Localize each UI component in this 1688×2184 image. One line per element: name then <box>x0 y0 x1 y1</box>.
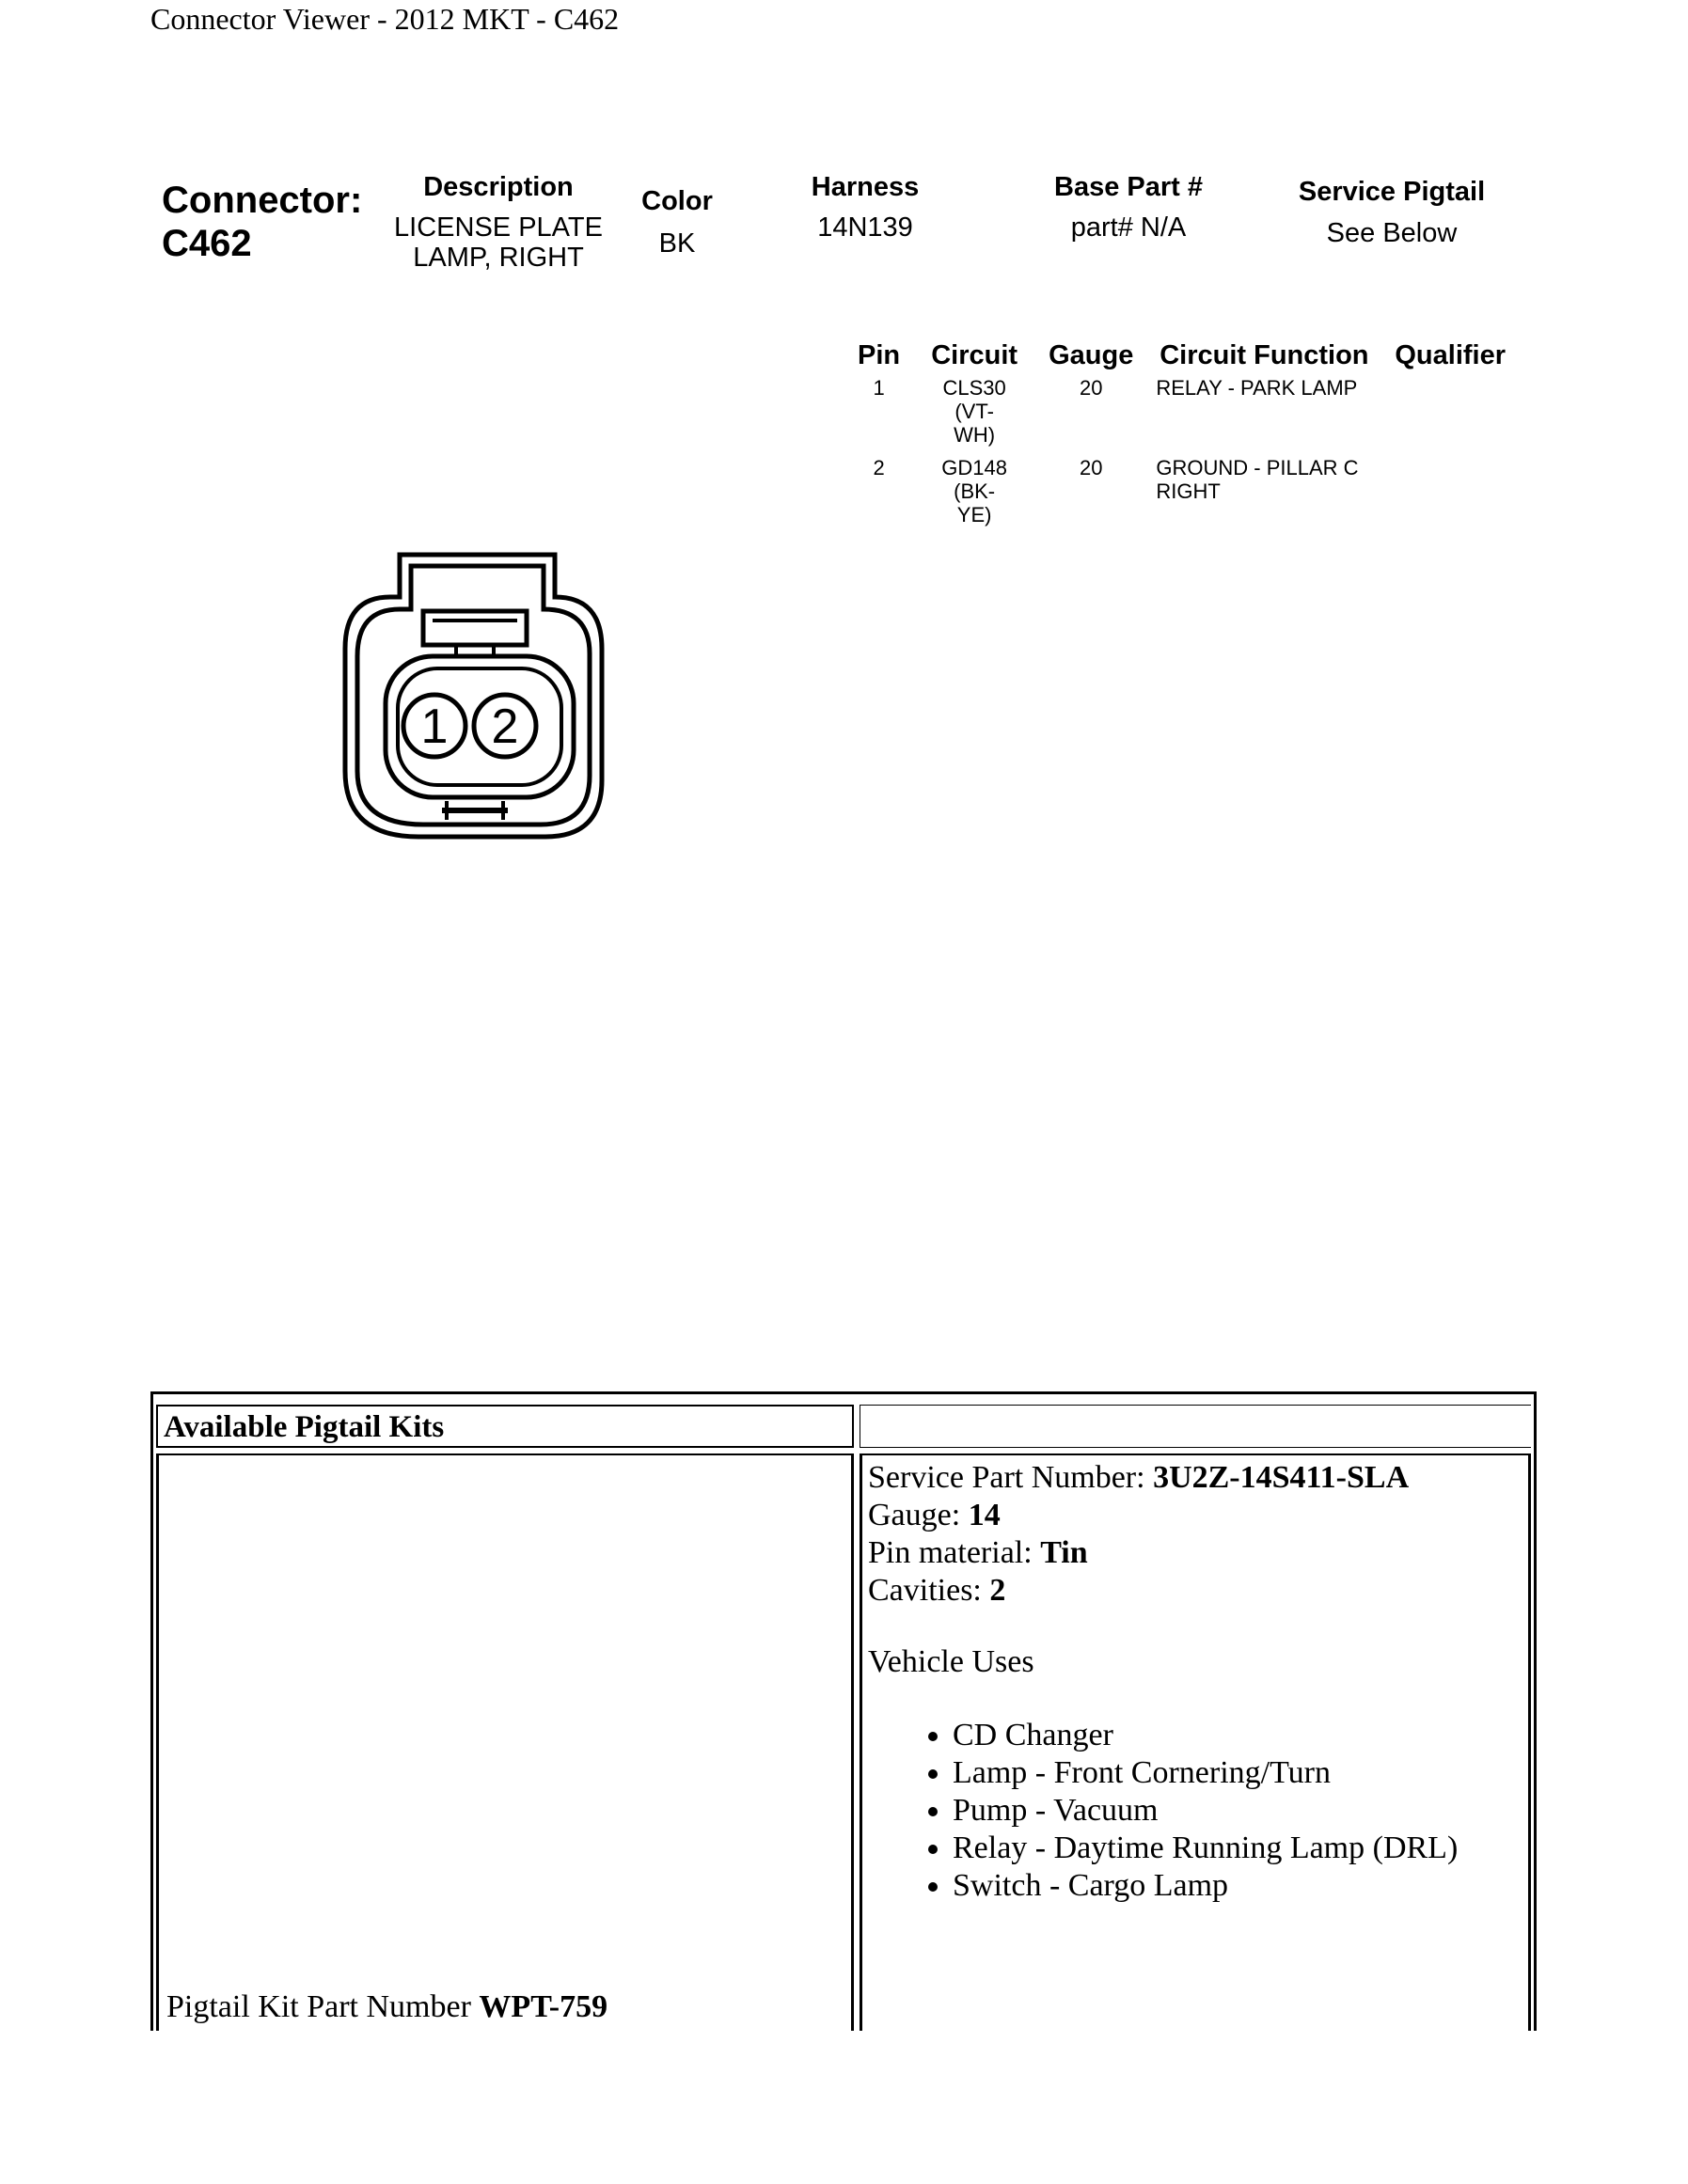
list-item: • Pump - Vacuum <box>953 1792 1517 1830</box>
circuit-cell <box>911 374 1037 454</box>
service-pigtail-value: See Below <box>1326 218 1458 248</box>
circuit-line: YE) <box>956 503 992 526</box>
service-part-value: 3U2Z-14S411-SLA <box>1153 1460 1410 1495</box>
qualifier-column-header: Qualifier <box>1395 339 1507 370</box>
gauge-spec <box>868 1497 1517 1534</box>
table-row <box>846 374 1517 454</box>
connector-label <box>162 179 362 265</box>
page-title: Connector Viewer - 2012 MKT - C462 <box>150 2 620 36</box>
pin-table <box>846 337 1517 534</box>
pin-number: 2 <box>873 456 885 479</box>
pin-table-header-row <box>846 337 1517 374</box>
vehicle-uses-title: Vehicle Uses <box>868 1644 1034 1679</box>
connector-latch <box>423 611 527 645</box>
base-part-header: Base Part # <box>1054 172 1203 202</box>
circuit-column-header: Circuit <box>931 339 1018 370</box>
gauge-cell: 20 <box>1080 376 1103 400</box>
gauge-cell: 20 <box>1080 456 1103 479</box>
circuit-line: WH) <box>954 423 996 447</box>
description-line: LICENSE PLATE <box>394 212 603 243</box>
circuit-cell <box>911 454 1037 534</box>
gauge-column-header: Gauge <box>1049 339 1134 370</box>
connector-id: C462 <box>162 223 252 264</box>
function-cell <box>1144 374 1383 454</box>
cavities-value: 2 <box>989 1573 1006 1608</box>
pin-1-label: 1 <box>420 699 449 754</box>
pigtail-kit-details-cell <box>860 1453 1531 2031</box>
list-item: • CD Changer <box>953 1717 1517 1754</box>
list-item: • Switch - Cargo Lamp <box>953 1867 1517 1905</box>
list-item: • Relay - Daytime Running Lamp (DRL) <box>953 1830 1517 1867</box>
pin-material-spec <box>868 1534 1517 1572</box>
circuit-line: CLS30 (VT- <box>942 376 1006 423</box>
function-line: RELAY - PARK LAMP <box>1156 376 1358 400</box>
vehicle-uses-list <box>868 1717 1517 1905</box>
connector-face-diagram <box>334 545 616 846</box>
function-line: RIGHT <box>1156 479 1221 503</box>
pin-material-value: Tin <box>1040 1535 1088 1570</box>
kit-part-value: WPT-759 <box>479 1989 608 2024</box>
circuit-function-column-header: Circuit Function <box>1160 339 1369 370</box>
table-row <box>846 454 1517 534</box>
connector-label-text: Connector: <box>162 180 363 221</box>
kit-part-label: Pigtail Kit Part Number <box>166 1989 471 2024</box>
pigtail-specs <box>868 1459 1517 1905</box>
circuit-line: GD148 (BK- <box>941 456 1007 503</box>
pin-number: 1 <box>873 376 885 400</box>
connector-housing-outline <box>345 555 602 837</box>
harness-value: 14N139 <box>817 212 913 243</box>
service-part-number <box>868 1459 1517 1497</box>
description-line: LAMP, RIGHT <box>413 243 584 273</box>
pigtail-kits-header-blank <box>860 1405 1531 1448</box>
service-part-label: Service Part Number: <box>868 1460 1145 1495</box>
qualifier-cell <box>1383 374 1517 454</box>
list-item: • Lamp - Front Cornering/Turn <box>953 1754 1517 1792</box>
pigtail-kit-part-number <box>166 1989 607 2025</box>
pin-column-header: Pin <box>858 339 901 370</box>
service-pigtail-header: Service Pigtail <box>1298 177 1486 207</box>
gauge-label: Gauge: <box>868 1498 961 1532</box>
harness-header: Harness <box>811 172 920 202</box>
function-line: GROUND - PILLAR C <box>1156 456 1359 479</box>
pigtail-kits-title: Available Pigtail Kits <box>156 1405 854 1448</box>
color-header: Color <box>641 186 713 216</box>
qualifier-cell <box>1383 454 1517 534</box>
base-part-value: part# N/A <box>1070 212 1187 243</box>
pigtail-kit-image-cell <box>156 1453 854 2031</box>
color-value: BK <box>658 228 696 259</box>
function-cell <box>1144 454 1383 534</box>
gauge-value: 14 <box>968 1498 1001 1532</box>
description-header: Description <box>423 172 574 202</box>
pin-2-label: 2 <box>491 699 519 754</box>
pin-material-label: Pin material: <box>868 1535 1033 1570</box>
cavities-spec <box>868 1572 1517 1610</box>
description-value <box>376 212 621 273</box>
cavities-label: Cavities: <box>868 1573 982 1608</box>
